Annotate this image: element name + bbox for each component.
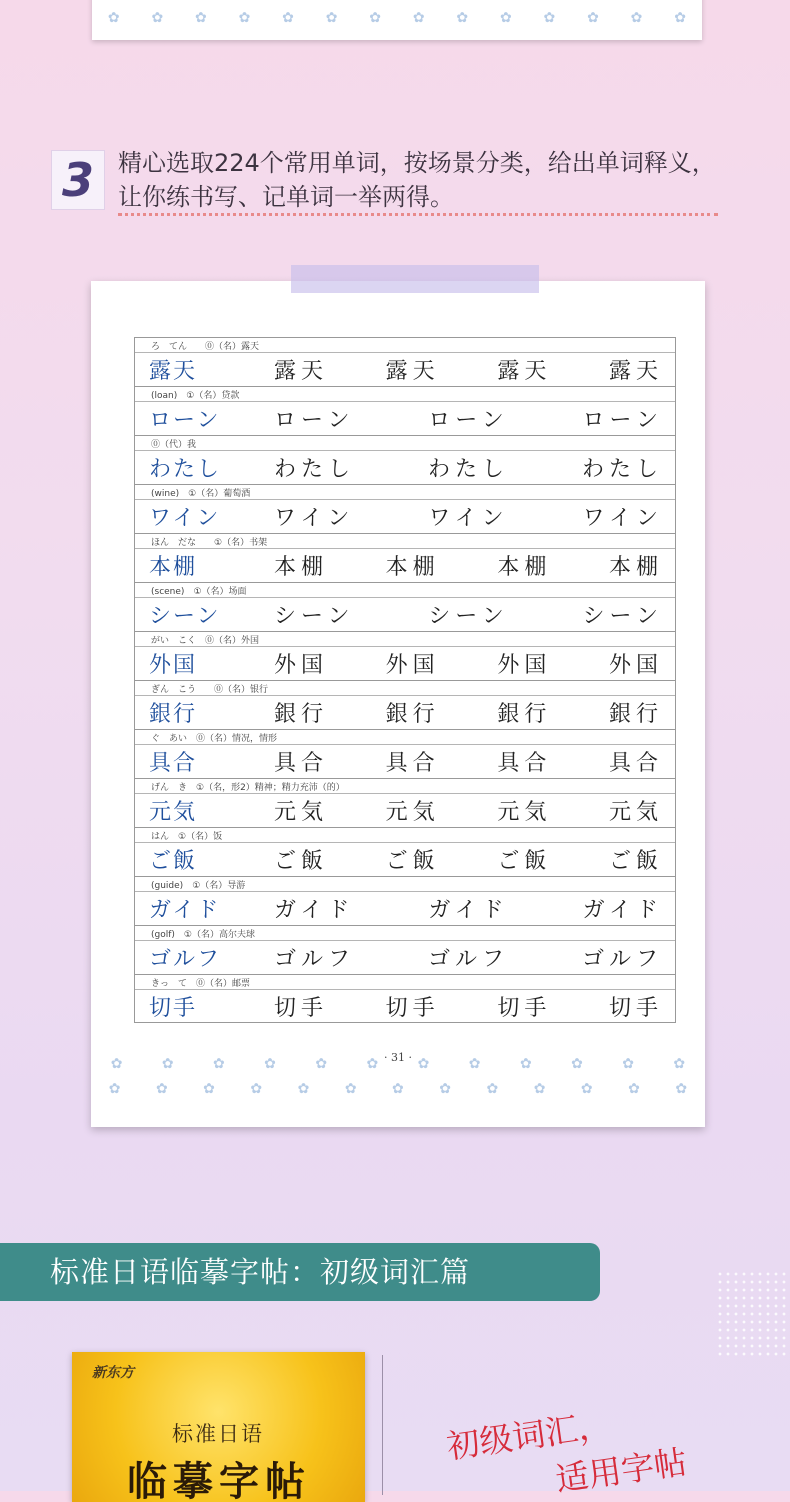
vocab-row	[135, 926, 675, 975]
copy-word: 銀行	[274, 702, 329, 727]
copy-word: ワイン	[582, 506, 663, 531]
copy-word: ご飯	[608, 849, 663, 874]
copy-word: ローン	[428, 408, 509, 433]
book-subtitle: 标准日语	[172, 1422, 264, 1446]
flower-icon: ✿	[412, 10, 425, 26]
word-annotation: ぐ あい ⓪（名）情况，情形	[151, 734, 278, 744]
dot-pattern-decoration	[716, 1270, 790, 1360]
dotted-divider	[118, 213, 718, 216]
flower-icon: ✿	[519, 1056, 532, 1072]
model-word: ご飯	[149, 849, 198, 874]
copy-word: 本棚	[274, 555, 329, 580]
practice-line	[135, 451, 675, 484]
practice-line	[135, 598, 675, 631]
copy-word: 露天	[385, 359, 440, 384]
copy-words	[274, 403, 663, 434]
model-word: シーン	[149, 604, 221, 629]
copy-word: 具合	[385, 751, 440, 776]
flower-icon: ✿	[151, 10, 164, 26]
copy-word: ガイド	[582, 898, 663, 923]
flower-icon: ✿	[369, 10, 382, 26]
copy-word: 切手	[274, 996, 329, 1021]
flower-icon: ✿	[325, 10, 338, 26]
practice-line	[135, 549, 675, 582]
model-word: 露天	[149, 359, 198, 384]
flower-icon: ✿	[155, 1081, 168, 1097]
practice-line	[135, 745, 675, 778]
word-annotation: (loan) ①（名）贷款	[151, 391, 240, 401]
flower-icon: ✿	[674, 10, 686, 26]
copy-word: ご飯	[385, 849, 440, 874]
vocab-row	[135, 338, 675, 387]
flower-border	[92, 10, 702, 26]
practice-line	[135, 647, 675, 680]
vocab-row	[135, 387, 675, 436]
copy-word: シーン	[582, 604, 663, 629]
practice-line	[135, 990, 675, 1023]
copy-word: ガイド	[274, 898, 355, 923]
copy-word: ローン	[582, 408, 663, 433]
flower-icon: ✿	[543, 10, 556, 26]
flower-icon: ✿	[344, 1081, 357, 1097]
flower-icon: ✿	[571, 1056, 583, 1072]
model-word: ガイド	[149, 898, 221, 923]
vocab-row	[135, 779, 675, 828]
model-word: ゴルフ	[149, 947, 222, 972]
flower-icon: ✿	[417, 1056, 430, 1072]
flower-border	[91, 1081, 705, 1097]
vocab-row	[135, 583, 675, 632]
vocab-row	[135, 436, 675, 485]
flower-icon: ✿	[580, 1081, 593, 1097]
step-number-badge: 3	[51, 150, 105, 210]
copy-word: 本棚	[497, 555, 552, 580]
workbook-page	[91, 281, 705, 1127]
copy-words	[274, 991, 663, 1022]
model-word: わたし	[149, 457, 222, 482]
flower-icon: ✿	[107, 10, 120, 26]
vocab-row	[135, 730, 675, 779]
flower-icon: ✿	[297, 1081, 310, 1097]
model-word: 切手	[149, 996, 198, 1021]
word-annotation: きっ て ⓪（名）邮票	[151, 979, 251, 989]
model-word: 銀行	[149, 702, 198, 727]
flower-icon: ✿	[238, 10, 251, 26]
vocab-row	[135, 877, 675, 926]
copy-word: シーン	[428, 604, 509, 629]
copy-word: ゴルフ	[427, 947, 509, 972]
word-annotation: ⓪（代）我	[151, 440, 197, 450]
copy-word: わたし	[581, 457, 663, 482]
copy-word: ワイン	[274, 506, 355, 531]
model-word: 外国	[149, 653, 198, 678]
copy-word: 切手	[608, 996, 663, 1021]
flower-icon: ✿	[203, 1081, 215, 1097]
flower-icon: ✿	[533, 1081, 546, 1097]
copy-words	[274, 452, 663, 483]
copy-word: ゴルフ	[274, 947, 356, 972]
copy-word: 露天	[608, 359, 663, 384]
practice-line	[135, 500, 675, 533]
flower-icon: ✿	[622, 1056, 634, 1072]
word-annotation: (golf) ①（名）高尔夫球	[151, 930, 255, 940]
vocab-row	[135, 975, 675, 1023]
copy-words	[274, 501, 663, 532]
word-annotation: げん き ①（名，形2）精神；精力充沛（的）	[151, 783, 345, 793]
model-word: 本棚	[149, 555, 198, 580]
word-annotation: ろ てん ⓪（名）露天	[151, 342, 260, 352]
handwritten-note-line1: 初级词汇，	[444, 1404, 614, 1467]
flower-icon: ✿	[392, 1081, 404, 1097]
copy-words	[274, 648, 663, 679]
copy-words	[274, 893, 663, 924]
vocab-row	[135, 485, 675, 534]
flower-icon: ✿	[439, 1081, 451, 1097]
word-annotation: (wine) ①（名）葡萄酒	[151, 489, 251, 499]
flower-icon: ✿	[486, 1081, 499, 1097]
copy-word: ローン	[274, 408, 355, 433]
copy-word: 露天	[497, 359, 552, 384]
copy-word: ワイン	[428, 506, 509, 531]
copy-word: 切手	[497, 996, 552, 1021]
copy-word: 具合	[274, 751, 329, 776]
handwritten-note-line2: 适用字帖	[553, 1441, 690, 1499]
copy-word: 銀行	[497, 702, 552, 727]
flower-icon: ✿	[499, 10, 512, 26]
copy-word: 本棚	[608, 555, 663, 580]
vocab-row	[135, 632, 675, 681]
copy-word: 本棚	[385, 555, 440, 580]
vocab-row	[135, 828, 675, 877]
copy-words	[274, 795, 663, 826]
model-word: 元気	[149, 800, 198, 825]
copy-word: 銀行	[608, 702, 663, 727]
practice-line	[135, 353, 675, 386]
step-description: 精心选取224个常用单词，按场景分类，给出单词释义，让你练书写、记单词一举两得。	[118, 149, 716, 211]
flower-icon: ✿	[675, 1081, 688, 1097]
flower-icon: ✿	[456, 10, 469, 26]
word-annotation: (guide) ①（名）导游	[151, 881, 246, 891]
copy-word: 外国	[608, 653, 663, 678]
copy-word: 具合	[497, 751, 552, 776]
copy-words	[274, 697, 663, 728]
copy-word: 外国	[497, 653, 552, 678]
word-annotation: ほん だな ①（名）书架	[151, 538, 268, 548]
flower-icon: ✿	[108, 1081, 121, 1097]
copy-word: ガイド	[428, 898, 509, 923]
copy-word: 露天	[274, 359, 329, 384]
model-word: ワイン	[149, 506, 221, 531]
copy-word: 外国	[274, 653, 329, 678]
copy-words	[274, 599, 663, 630]
flower-icon: ✿	[195, 10, 207, 26]
word-annotation: はん ①（名）饭	[151, 832, 223, 842]
book-cover	[72, 1352, 365, 1502]
copy-words	[274, 942, 663, 973]
practice-line	[135, 941, 675, 974]
flower-icon: ✿	[587, 10, 599, 26]
previous-page-card	[92, 0, 702, 40]
copy-words	[274, 550, 663, 581]
copy-word: わたし	[274, 457, 356, 482]
flower-icon: ✿	[468, 1056, 481, 1072]
model-word: ローン	[149, 408, 221, 433]
copy-word: ゴルフ	[581, 947, 663, 972]
copy-word: 切手	[385, 996, 440, 1021]
divider-line	[382, 1355, 383, 1495]
brand-logo: 新东方	[92, 1365, 134, 1381]
flower-icon: ✿	[366, 1056, 379, 1072]
copy-word: 銀行	[385, 702, 440, 727]
flower-icon: ✿	[250, 1081, 263, 1097]
flower-icon: ✿	[161, 1056, 174, 1072]
practice-line	[135, 843, 675, 876]
copy-word: 元気	[608, 800, 663, 825]
practice-line	[135, 402, 675, 435]
copy-word: 元気	[274, 800, 329, 825]
word-annotation: がい こく ⓪（名）外国	[151, 636, 260, 646]
copy-word: 元気	[385, 800, 440, 825]
copy-word: シーン	[274, 604, 355, 629]
practice-grid	[134, 337, 676, 1023]
word-annotation: (scene) ①（名）场面	[151, 587, 247, 597]
tape-decoration	[291, 265, 539, 293]
practice-line	[135, 892, 675, 925]
copy-words	[274, 844, 663, 875]
practice-line	[135, 696, 675, 729]
copy-word: ご飯	[274, 849, 329, 874]
flower-icon: ✿	[630, 10, 643, 26]
copy-word: 元気	[497, 800, 552, 825]
practice-line	[135, 794, 675, 827]
section-banner: 标准日语临摹字帖：初级词汇篇	[0, 1243, 600, 1301]
copy-word: 外国	[385, 653, 440, 678]
flower-icon: ✿	[315, 1056, 328, 1072]
flower-icon: ✿	[213, 1056, 225, 1072]
copy-words	[274, 746, 663, 777]
copy-word: ご飯	[497, 849, 552, 874]
vocab-row	[135, 681, 675, 730]
flower-icon: ✿	[110, 1056, 123, 1072]
flower-icon: ✿	[673, 1056, 686, 1072]
copy-word: わたし	[427, 457, 509, 482]
flower-icon: ✿	[282, 10, 294, 26]
book-title: 临摹字帖	[127, 1458, 311, 1502]
page-number: · 31 ·	[384, 1051, 412, 1064]
word-annotation: ぎん こう ⓪（名）银行	[151, 685, 269, 695]
copy-words	[274, 354, 663, 385]
vocab-row	[135, 534, 675, 583]
flower-icon: ✿	[264, 1056, 276, 1072]
model-word: 具合	[149, 751, 198, 776]
flower-icon: ✿	[628, 1081, 640, 1097]
copy-word: 具合	[608, 751, 663, 776]
